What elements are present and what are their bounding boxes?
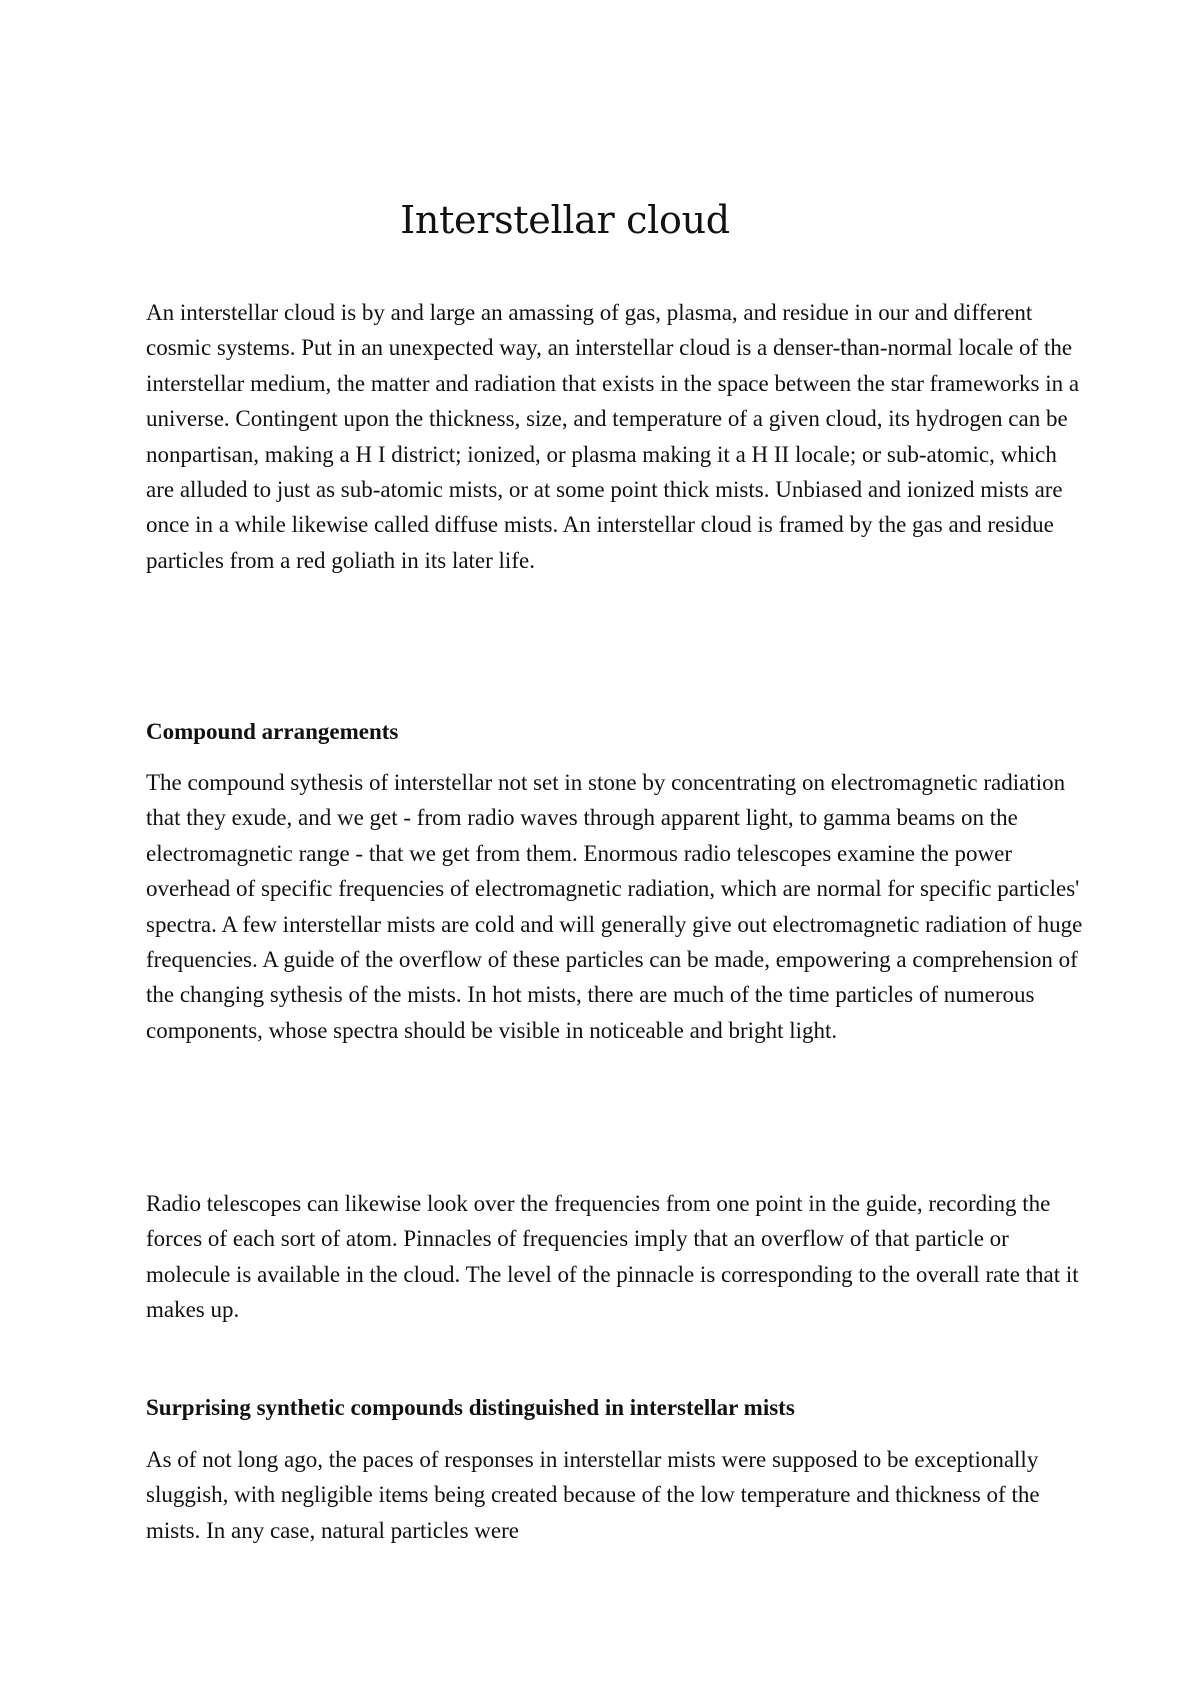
section-heading-surprising-compounds: Surprising synthetic compounds distinguished in interstellar mists (146, 1395, 795, 1420)
surprising-compounds-paragraph: As of not long ago, the paces of responses in interstellar mists were supposed to be exceptionally sluggish, with negligible items being created because of the low temperature and thickness of the mists. In any case, natural particles were (146, 1447, 1040, 1543)
section-heading-compound-arrangements: Compound arrangements (146, 719, 399, 744)
intro-paragraph: An interstellar cloud is by and large an amassing of gas, plasma, and residue in our and different cosmic systems. Put in an unexpected way, an interstellar cloud is a denser-than-normal locale of the interstellar medium, the matter and radiation that exists in the space between the star frameworks in a universe. Contingent upon the thickness, size, and temperature of a given cloud, its hydrogen can be nonpartisan, making a H I district; ionized, or plasma making it a H II locale; or sub-atomic, which are alluded to just as sub-atomic mists, or at some point thick mists. Unbiased and ionized mists are once in a while likewise called diffuse mists. An interstellar cloud is framed by the gas and residue particles from a red goliath in its later life. (146, 300, 1080, 573)
compound-arrangements-paragraph: The compound sythesis of interstellar not set in stone by concentrating on electromagnetic radiation that they exude, and we get - from radio waves through apparent light, to gamma beams on the electromagnetic range - that we get from them. Enormous radio telescopes examine the power overhead of specific frequencies of electromagnetic radiation, which are normal for specific particles' spectra. A few interstellar mists are cold and will generally give out electromagnetic radiation of huge frequencies. A guide of the overflow of these particles can be made, empowering a comprehension of the changing sythesis of the mists. In hot mists, there are much of the time particles of numerous components, whose spectra should be visible in noticeable and bright light. (146, 770, 1083, 1043)
radio-telescopes-paragraph: Radio telescopes can likewise look over the frequencies from one point in the guide, recording the forces of each sort of atom. Pinnacles of frequencies imply that an overflow of that particle or molecule is available in the cloud. The level of the pinnacle is corresponding to the overall rate that it makes up. (146, 1191, 1079, 1323)
page-title: Interstellar cloud (400, 198, 730, 242)
